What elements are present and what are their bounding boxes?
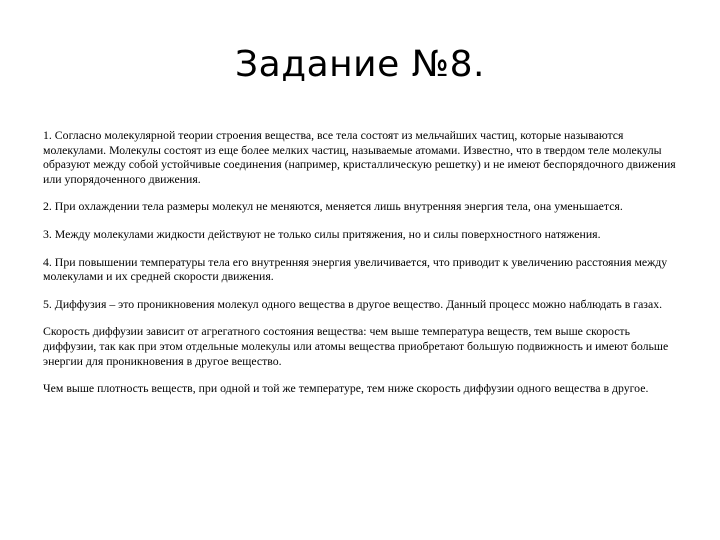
slide-body — [43, 128, 679, 409]
paragraph-4: 4. При повышении температуры тела его внутренняя энергия увеличивается, что приводит к увеличению расстояния между молекулами и их средней скорости движения. — [43, 254, 668, 284]
paragraph-3: 3. Между молекулами жидкости действуют не только силы притяжения, но и силы поверхностного натяжения. — [43, 226, 601, 241]
slide-title: Задание №8. — [235, 44, 485, 85]
paragraph-5: 5. Диффузия – это проникновения молекул одного вещества в другое вещество. Данный процесс можно наблюдать в газах. — [43, 296, 663, 311]
paragraph-1: 1. Согласно молекулярной теории строения вещества, все тела состоят из мельчайших частиц, которые называются молекулами. Молекулы состоят из еще более мелких частиц, называемые атомами. Известно, что в твердом теле молекулы образуют между собой устойчивые соединения (например, кристаллическую решетку) и не имеют беспорядочного движения или упорядоченного движения. — [43, 128, 676, 186]
paragraph-2: 2. При охлаждении тела размеры молекул не меняются, меняется лишь внутренняя энергия тела, она уменьшается. — [43, 199, 623, 214]
paragraph-7: Чем выше плотность веществ, при одной и той же температуре, тем ниже скорость диффузии одного вещества в другое. — [43, 381, 649, 396]
paragraph-6: Скорость диффузии зависит от агрегатного состояния вещества: чем выше температура веществ, тем выше скорость диффузии, так как при этом отдельные молекулы или атомы вещества приобретают большую подвижность и имеют больше энергии для проникновения в другое вещество. — [43, 324, 669, 368]
